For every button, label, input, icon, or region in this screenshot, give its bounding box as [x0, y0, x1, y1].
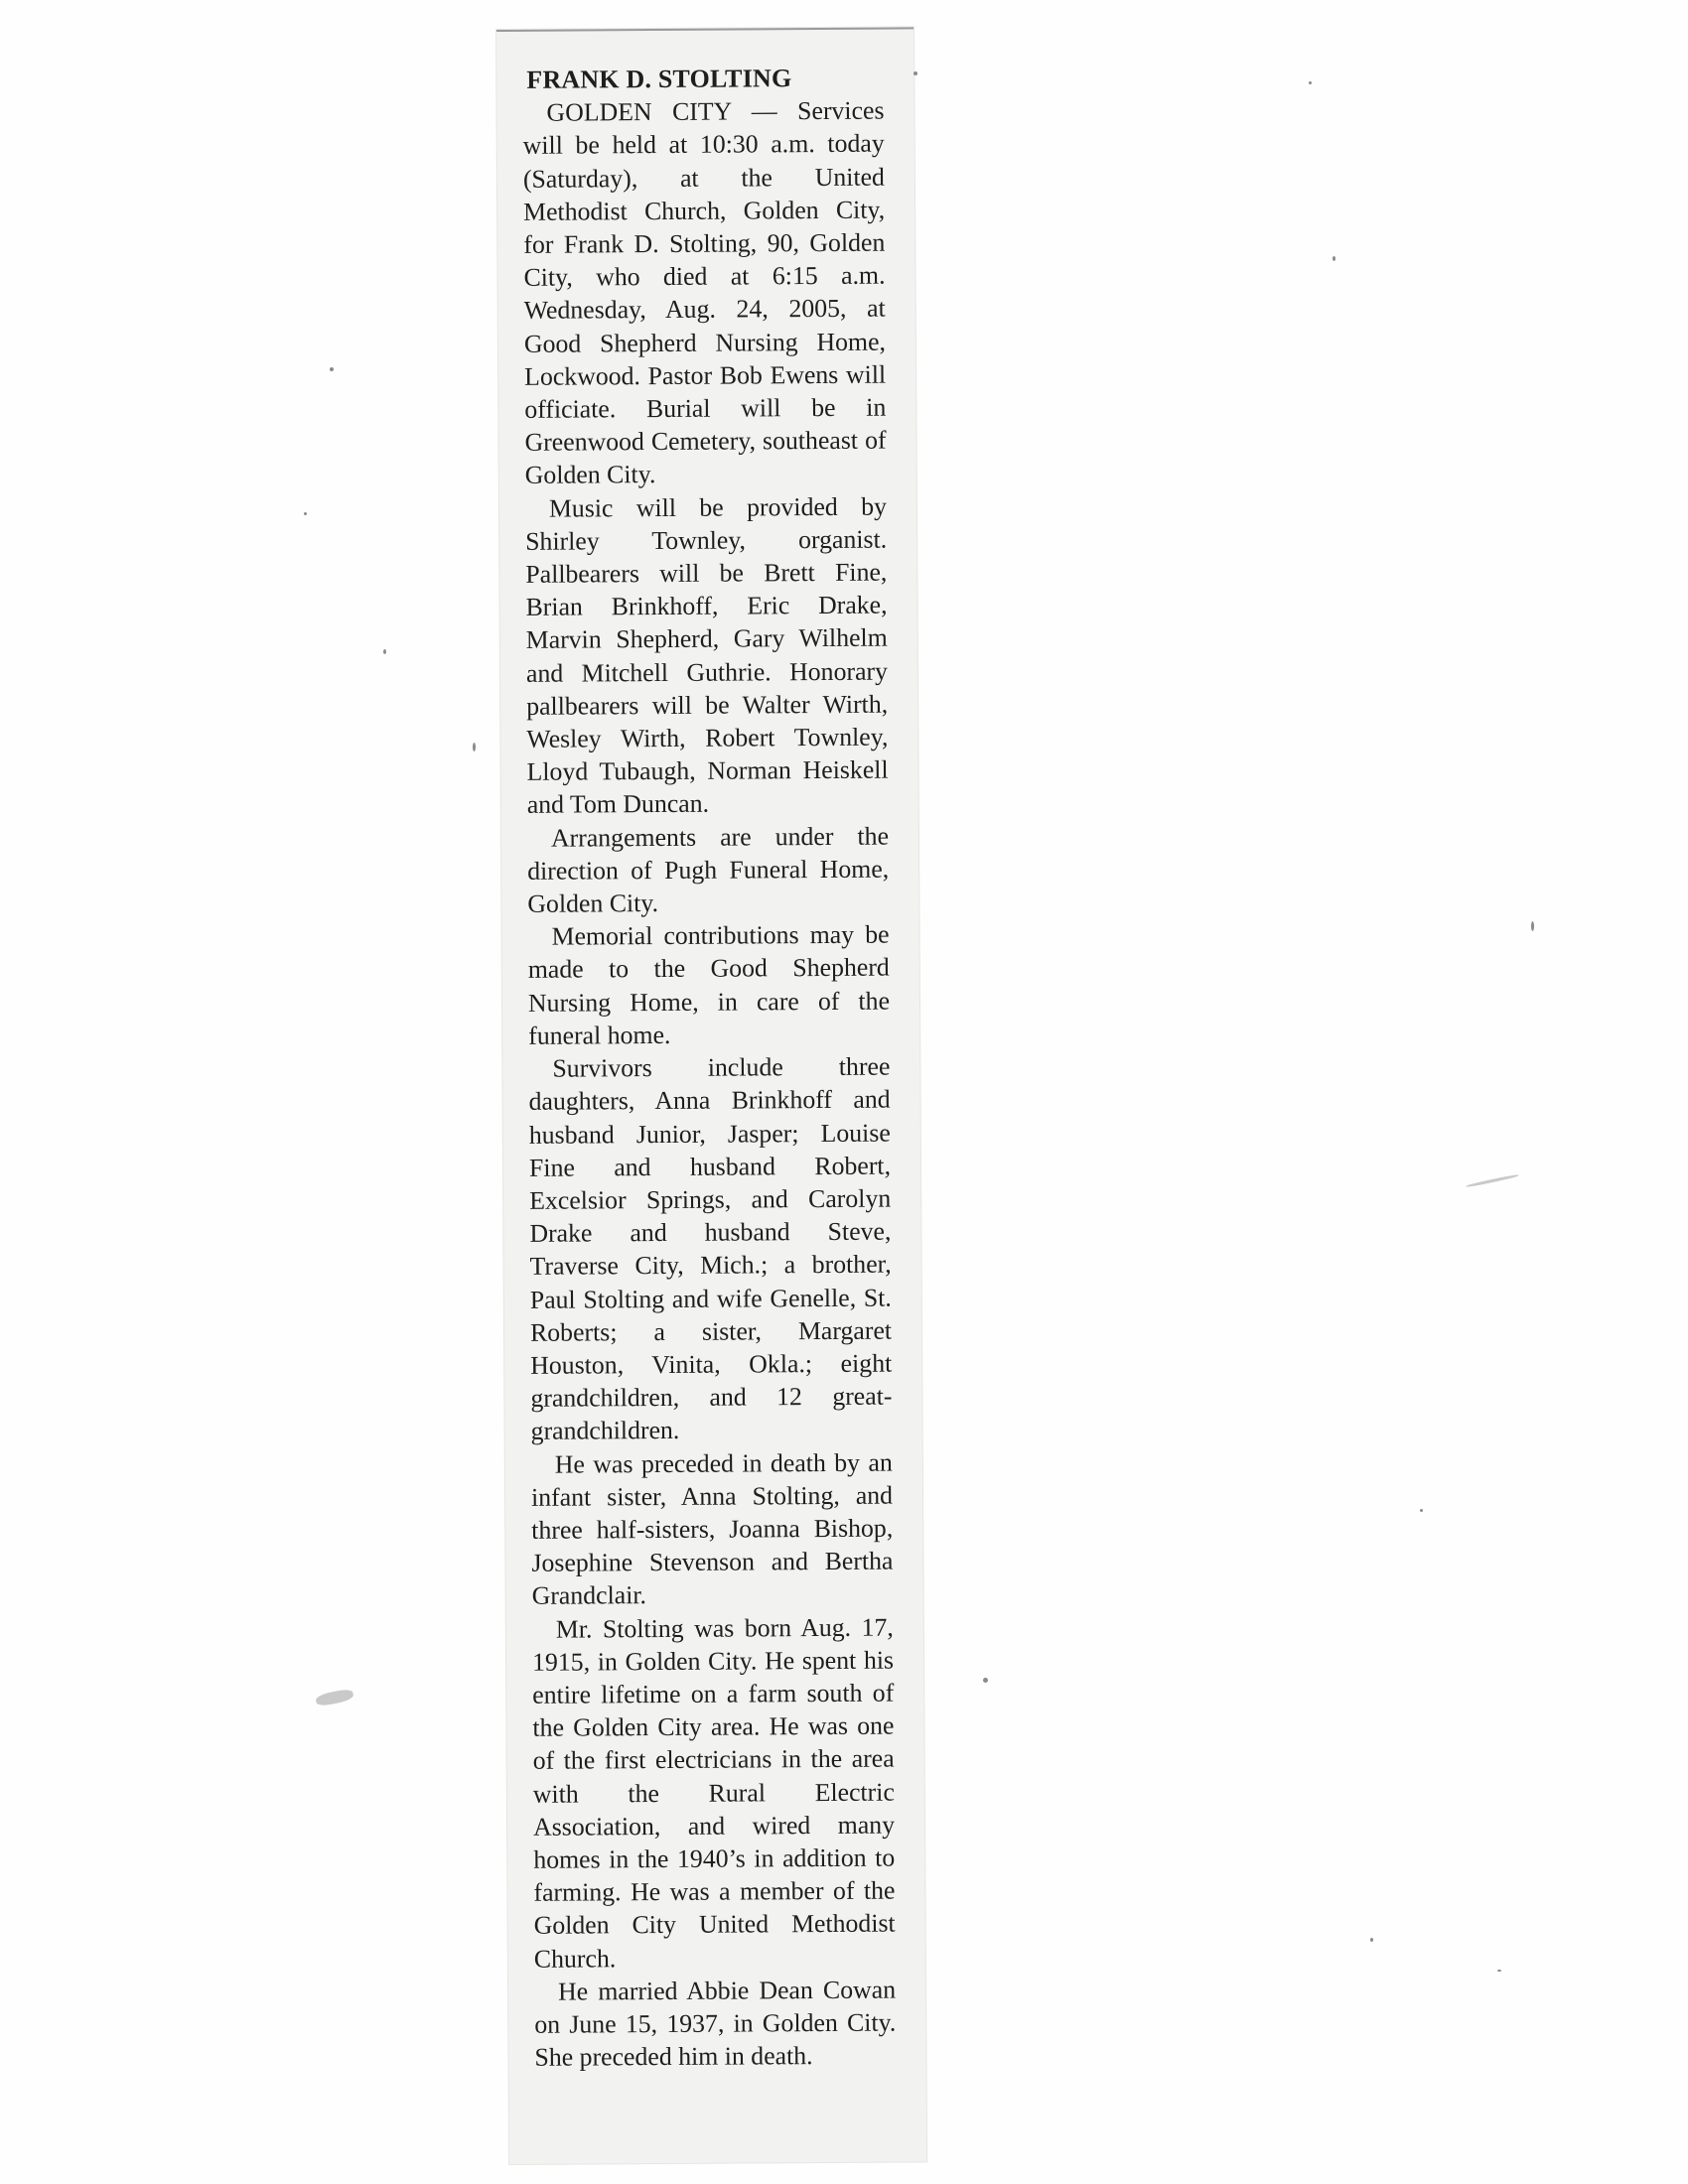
- dust-speck: [1420, 1509, 1423, 1512]
- dust-speck: [914, 71, 917, 75]
- paragraph-preceded: He was preceded in death by an infant sister, Anna Stolting, and three half-sisters, Joanna Bishop, Josephine Stevenson and Bertha Grandclair.: [530, 1447, 894, 1611]
- dust-speck: [1370, 1938, 1373, 1942]
- dust-speck: [304, 512, 307, 515]
- paragraph-memorials: Memorial contributions may be made to the Good Shepherd Nursing Home, in care of the funeral home.: [527, 919, 891, 1050]
- paragraph-pallbearers: Music will be provided by Shirley Townley, organist. Pallbearers will be Brett Fine, Brian Brinkhoff, Eric Drake, Marvin Shepherd, Gary Wilhelm and Mitchell Guthrie. Honorary pallbearers will be Walter Wirth, Wesley Wirth, Robert Townley, Lloyd Tubaugh, Norman Heiskell and Tom Duncan.: [525, 491, 889, 820]
- dust-speck: [1333, 256, 1336, 261]
- newspaper-clipping: [496, 27, 926, 2164]
- dust-speck: [1309, 81, 1312, 84]
- dust-speck: [383, 649, 386, 654]
- paragraph-survivors: Survivors include three daughters, Anna Brinkhoff and husband Junior, Jasper; Louise Fine and husband Robert, Excelsior Springs, and Carolyn Drake and husband Steve, Traverse City, Mich.; a brother, Paul Stolting and wife Genelle, St. Roberts; a sister, Margaret Houston, Vinita, Okla.; eight grandchildren, and 12 great-grandchildren.: [528, 1051, 893, 1446]
- obituary-headline: FRANK D. STOLTING: [526, 64, 792, 94]
- paragraph-services: GOLDEN CITY — Services will be held at 10:30 a.m. today (Saturday), at the United Methodist Church, Golden City, for Frank D. Stolting, 90, Golden City, who died at 6:15 a.m. Wednesday, Aug. 24, 2005, at Good Shepherd Nursing Home, Lockwood. Pastor Bob Ewens will officiate. Burial will be in Greenwood Cemetery, southeast of Golden City.: [522, 95, 887, 490]
- dust-speck: [473, 743, 476, 751]
- obituary-column: [522, 62, 896, 2075]
- dust-speck: [330, 367, 334, 371]
- paragraph-marriage: He married Abbie Dean Cowan on June 15, 1937, in Golden City. She preceded him in death.: [534, 1975, 897, 2072]
- dust-speck: [983, 1678, 988, 1683]
- dust-speck: [1497, 1970, 1501, 1972]
- dust-speck: [1531, 921, 1534, 931]
- paragraph-arrangements: Arrangements are under the direction of Pugh Funeral Home, Golden City.: [527, 821, 890, 918]
- paragraph-biography: Mr. Stolting was born Aug. 17, 1915, in Golden City. He spent his entire lifetime on a farm south of the Golden City area. He was one of the first electricians in the area with the Rural Electric Association, and wired many homes in the 1940’s in addition to farming. He was a member of the Golden City United Methodist Church.: [531, 1612, 896, 1974]
- scan-smudge: [1466, 1173, 1518, 1187]
- top-rule: [496, 27, 914, 32]
- scan-smudge: [315, 1688, 354, 1707]
